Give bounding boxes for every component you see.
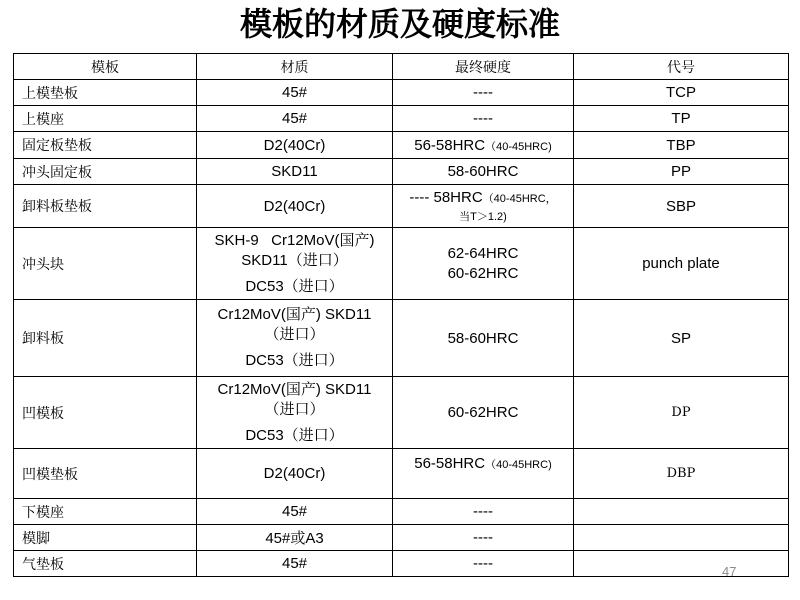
code-cell: DP (574, 377, 789, 449)
material-cell: 45# (197, 551, 393, 577)
code-cell: SBP (574, 185, 789, 228)
material-line: （进口） (264, 326, 325, 343)
plate-name: 固定板垫板 (14, 132, 197, 159)
code-cell: SP (574, 300, 789, 377)
hardness-cell: 58-60HRC (393, 159, 574, 185)
material-cell: D2(40Cr) (197, 185, 393, 228)
plate-name: 凹模板 (14, 377, 197, 449)
material-line: （进口） (264, 400, 325, 418)
code-cell: TBP (574, 132, 789, 159)
hardness-main: ---- 58HRC (409, 188, 483, 206)
material-cell: D2(40Cr) (197, 132, 393, 159)
plate-name: 上模座 (14, 106, 197, 132)
material-line: Cr12MoV(国产) SKD11 (217, 380, 372, 398)
table-row (14, 185, 789, 228)
hardness-cell: ---- (393, 525, 574, 551)
header-hardness: 最终硬度 (393, 54, 574, 80)
plate-name: 卸料板 (14, 300, 197, 377)
page-title: 模板的材质及硬度标准 (239, 5, 560, 43)
plate-name: 模脚 (14, 525, 197, 551)
plate-name: 冲头固定板 (14, 159, 197, 185)
material-hardness-table (13, 53, 789, 577)
table-row (14, 106, 789, 132)
hardness-cell: 60-62HRC (393, 377, 574, 449)
table-row (14, 551, 789, 577)
plate-name: 卸料板垫板 (14, 185, 197, 228)
hardness-main: 56-58HRC (414, 136, 486, 154)
header-code: 代号 (574, 54, 789, 80)
material-line: SKD11（进口） (241, 251, 348, 269)
hardness-main: 56-58HRC (414, 455, 486, 472)
table-row (14, 80, 789, 106)
material-cell: D2(40Cr) (197, 449, 393, 499)
hardness-line (397, 188, 569, 209)
plate-name: 凹模垫板 (14, 449, 197, 499)
hardness-cell (393, 449, 574, 499)
hardness-cell: ---- (393, 106, 574, 132)
material-cell (197, 377, 393, 449)
hardness-note: （40-45HRC， (482, 192, 557, 205)
hardness-cell (393, 132, 574, 159)
table-row (14, 132, 789, 159)
table-row (14, 449, 789, 499)
code-cell: PP (574, 159, 789, 185)
table-row (14, 525, 789, 551)
table-header-row (14, 54, 789, 80)
material-cell: SKD11 (197, 159, 393, 185)
code-cell: DBP (574, 449, 789, 499)
page-number: 47 (722, 564, 737, 579)
material-line: DC53（进口） (245, 426, 344, 444)
hardness-cell (393, 185, 574, 228)
hardness-cell: ---- (393, 551, 574, 577)
hardness-note-2: 当T＞1.2) (459, 210, 507, 223)
hardness-line: 62-64HRC (447, 244, 519, 262)
table-row (14, 300, 789, 377)
plate-name: 冲头块 (14, 228, 197, 300)
material-cell: 45#或A3 (197, 525, 393, 551)
hardness-cell: ---- (393, 80, 574, 106)
material-cell (197, 300, 393, 377)
material-cell: 45# (197, 106, 393, 132)
material-line: DC53（进口） (245, 352, 344, 369)
code-cell: TP (574, 106, 789, 132)
table-row (14, 159, 789, 185)
header-plate: 模板 (14, 54, 197, 80)
code-cell (574, 499, 789, 525)
plate-name: 气垫板 (14, 551, 197, 577)
hardness-line: 60-62HRC (447, 264, 519, 282)
material-line: DC53（进口） (245, 277, 344, 295)
material-line: Cr12MoV(国产) SKD11 (217, 306, 372, 323)
material-cell: 45# (197, 80, 393, 106)
code-cell (574, 551, 789, 577)
material-cell (197, 228, 393, 300)
table-row (14, 499, 789, 525)
material-cell: 45# (197, 499, 393, 525)
hardness-note: （40-45HRC) (485, 140, 552, 153)
code-cell (574, 525, 789, 551)
plate-name: 下模座 (14, 499, 197, 525)
hardness-note: （40-45HRC) (485, 459, 552, 471)
hardness-cell (393, 228, 574, 300)
plate-name: 上模垫板 (14, 80, 197, 106)
material-line: SKH-9 Cr12MoV(国产) (214, 231, 375, 249)
code-cell: punch plate (574, 228, 789, 300)
code-cell: TCP (574, 80, 789, 106)
hardness-cell: 58-60HRC (393, 300, 574, 377)
hardness-cell: ---- (393, 499, 574, 525)
header-material: 材质 (197, 54, 393, 80)
table-row (14, 377, 789, 449)
table-row (14, 228, 789, 300)
